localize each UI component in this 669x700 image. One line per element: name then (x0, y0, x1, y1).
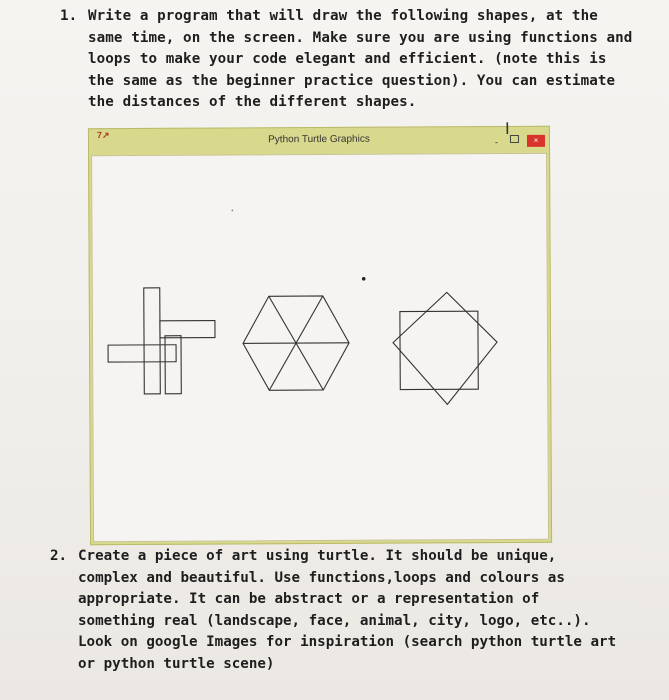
question-2-line: complex and beautiful. Use functions,loops and colours as (78, 569, 565, 586)
question-1-line: the distances of the different shapes. (88, 94, 417, 110)
question-2-number: 2. (50, 548, 68, 564)
turtle-drawing (92, 154, 548, 541)
maximize-button[interactable] (510, 135, 519, 143)
window-title: Python Turtle Graphics (268, 133, 370, 146)
hexagon-shape (243, 296, 349, 391)
question-1-line: loops to make your code elegant and efficient. (note this is (88, 51, 607, 67)
turtle-app-icon: 7↗ (96, 130, 110, 141)
question-1-number: 1. (60, 8, 78, 24)
turtle-pen-dot (362, 277, 366, 281)
question-1-line: Write a program that will draw the following shapes, at the (88, 8, 598, 24)
question-2-line: something real (landscape, face, animal, city, logo, etc..). (78, 612, 591, 629)
question-2-text (78, 546, 650, 675)
question-2-line: Create a piece of art using turtle. It should be unique, (78, 548, 557, 564)
canvas-speck (231, 210, 233, 212)
question-1 (60, 6, 640, 114)
text-cursor-icon: I (504, 119, 510, 139)
minimize-button[interactable]: - (494, 137, 499, 148)
turtle-window (88, 119, 552, 545)
window-titlebar[interactable] (89, 119, 549, 155)
question-2-line: appropriate. It can be abstract or a representation of (78, 591, 540, 607)
question-2-line: or python turtle scene) (78, 655, 275, 672)
close-button[interactable]: × (527, 135, 545, 147)
turtle-canvas (91, 153, 549, 542)
rectangle-cross-shape (108, 288, 216, 395)
question-1-line: the same as the beginner practice question). You can estimate (88, 72, 616, 89)
question-2-line: Look on google Images for inspiration (search python turtle art (78, 634, 617, 650)
overlapping-squares-shape (393, 292, 498, 405)
question-1-line: same time, on the screen. Make sure you are using functions and (88, 29, 633, 46)
question-2 (50, 546, 650, 675)
question-1-text (88, 6, 640, 114)
